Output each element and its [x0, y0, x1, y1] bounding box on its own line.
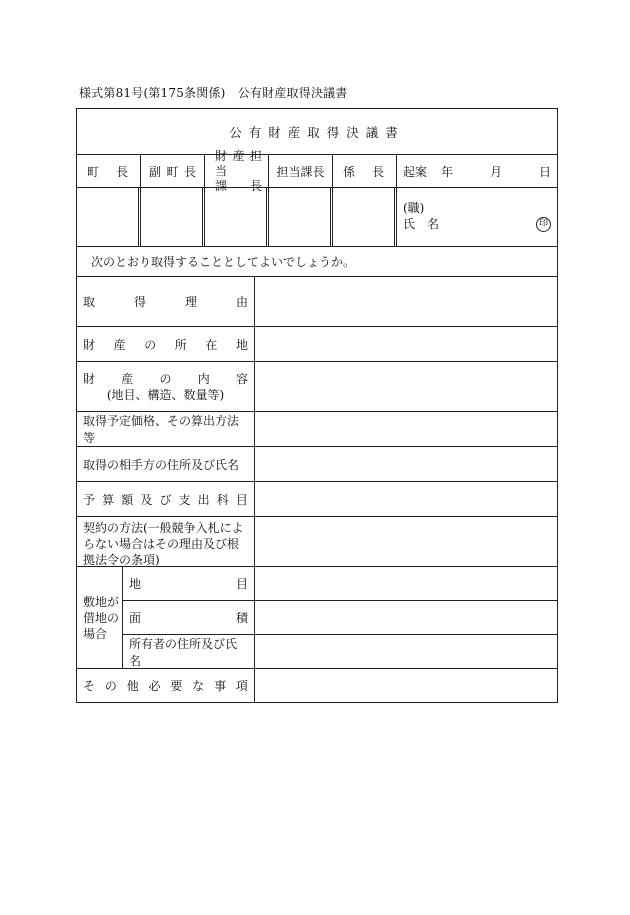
leased-site-label: 敷地が借地の場合 — [77, 567, 123, 668]
contract-row[interactable] — [77, 517, 557, 567]
form-caption: 様式第81号(第175条関係) 公有財産取得決議書 — [79, 86, 348, 100]
deputy-mayor-header: 副 町 長 — [141, 155, 205, 187]
other-label: そ の 他 必 要 な 事 項 — [77, 669, 255, 702]
contract-label: 契約の方法(一般競争入札によらない場合はその理由及び根拠法令の条項) — [77, 517, 255, 566]
section-chief-header: 担当課長 — [269, 155, 333, 187]
intro-text: 次のとおり取得することとしてよいでしょうか。 — [77, 247, 557, 277]
other-row[interactable] — [77, 669, 557, 702]
reason-row[interactable] — [77, 277, 557, 327]
seal-icon: 印 — [536, 217, 551, 232]
drafter-box[interactable] — [397, 188, 557, 246]
property-section-chief-header: 財産担当 課 長 — [205, 155, 269, 187]
leased-site-block — [77, 567, 557, 669]
form-title: 公有財産取得決議書 — [77, 109, 557, 155]
reason-label: 取 得 理 由 — [77, 277, 255, 326]
price-row[interactable] — [77, 412, 557, 447]
counterparty-label: 取得の相手方の住所及び氏名 — [77, 447, 255, 481]
staff-chief-header: 係 長 — [333, 155, 397, 187]
budget-label: 予 算 額 及 び 支 出 科 目 — [77, 482, 255, 516]
acquisition-form — [76, 108, 558, 703]
budget-row[interactable] — [77, 482, 557, 517]
town-mayor-seal-box[interactable] — [77, 188, 141, 246]
area-label: 面 積 — [123, 601, 255, 634]
approval-seal-row — [77, 188, 557, 247]
name-label: 氏 名 — [403, 217, 439, 231]
location-row[interactable] — [77, 327, 557, 362]
content-label: 財 産 の 内 容 (地目、構造、数量等) — [77, 362, 255, 411]
price-label: 取得予定価格、その算出方法等 — [77, 412, 255, 446]
land-category-row[interactable] — [123, 567, 557, 601]
land-category-label: 地 目 — [123, 567, 255, 600]
location-label: 財 産 の 所 在 地 — [77, 327, 255, 361]
staff-chief-seal-box[interactable] — [333, 188, 397, 246]
area-row[interactable] — [123, 601, 557, 635]
approval-header-row — [77, 148, 557, 193]
counterparty-row[interactable] — [77, 447, 557, 482]
position-label: (職) — [403, 201, 425, 215]
owner-label: 所有者の住所及び氏名 — [123, 635, 255, 669]
section-chief-seal-box[interactable] — [269, 188, 333, 246]
town-mayor-header: 町 長 — [77, 155, 141, 187]
property-section-chief-seal-box[interactable] — [205, 188, 269, 246]
deputy-mayor-seal-box[interactable] — [141, 188, 205, 246]
content-row[interactable] — [77, 362, 557, 412]
drafted-date-header: 起案 年 月 日 — [403, 164, 551, 179]
owner-row[interactable] — [123, 635, 557, 669]
